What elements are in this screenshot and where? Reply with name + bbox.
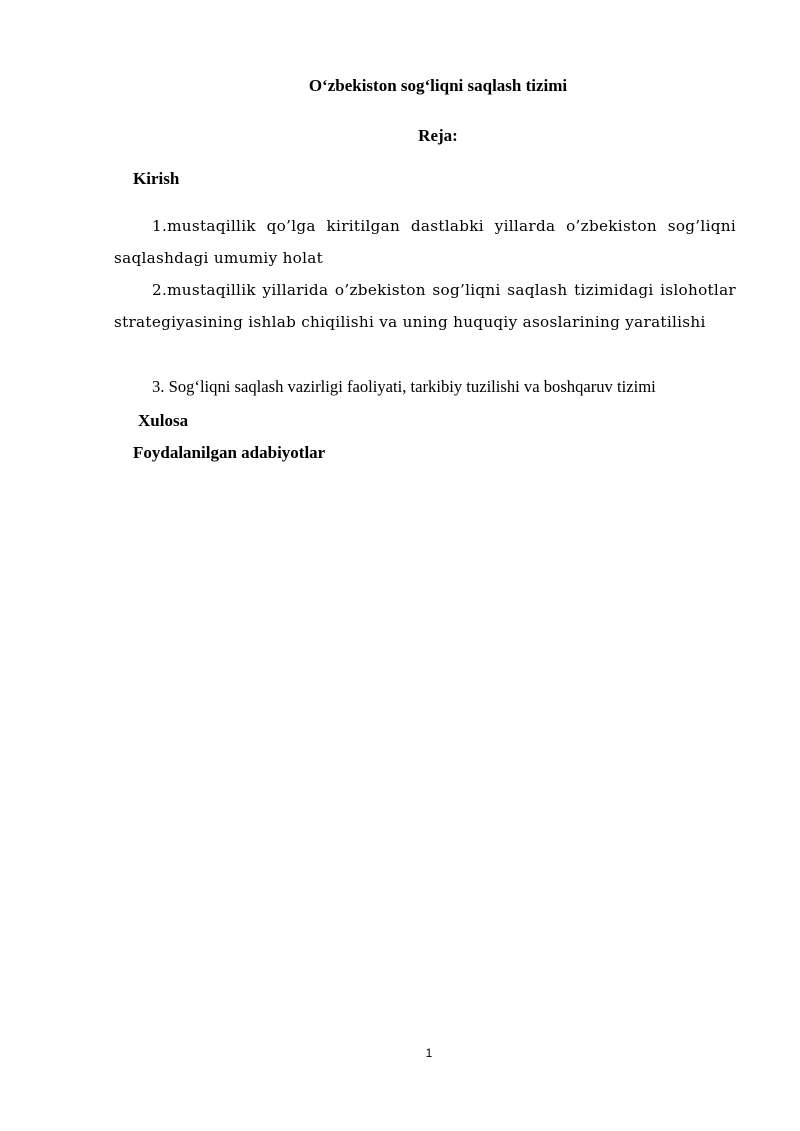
page-number: 1 xyxy=(425,1046,433,1060)
document-title: O‘zbekiston sog‘liqni saqlash tizimi xyxy=(308,76,568,95)
conclusion-heading: Xulosa xyxy=(138,411,189,430)
introduction-heading: Kirish xyxy=(133,169,180,188)
plan-item-2: 2.mustaqillik yillarida o’zbekiston sog’liqni saqlash tizimidagi islohotlar strategiyasining ishlab chiqilishi va uning huquqiy asoslarining yaratilishi xyxy=(114,281,736,331)
plan-item-3: 3. Sog‘liqni saqlash vazirligi faoliyati, tarkibiy tuzilishi va boshqaruv tizimi xyxy=(152,377,656,396)
plan-heading: Reja: xyxy=(418,126,458,145)
plan-item-1: 1.mustaqillik qo’lga kiritilgan dastlabki yillarda o’zbekiston sog’liqni saqlashdagi umumiy holat xyxy=(114,217,736,267)
references-heading: Foydalanilgan adabiyotlar xyxy=(133,443,326,462)
